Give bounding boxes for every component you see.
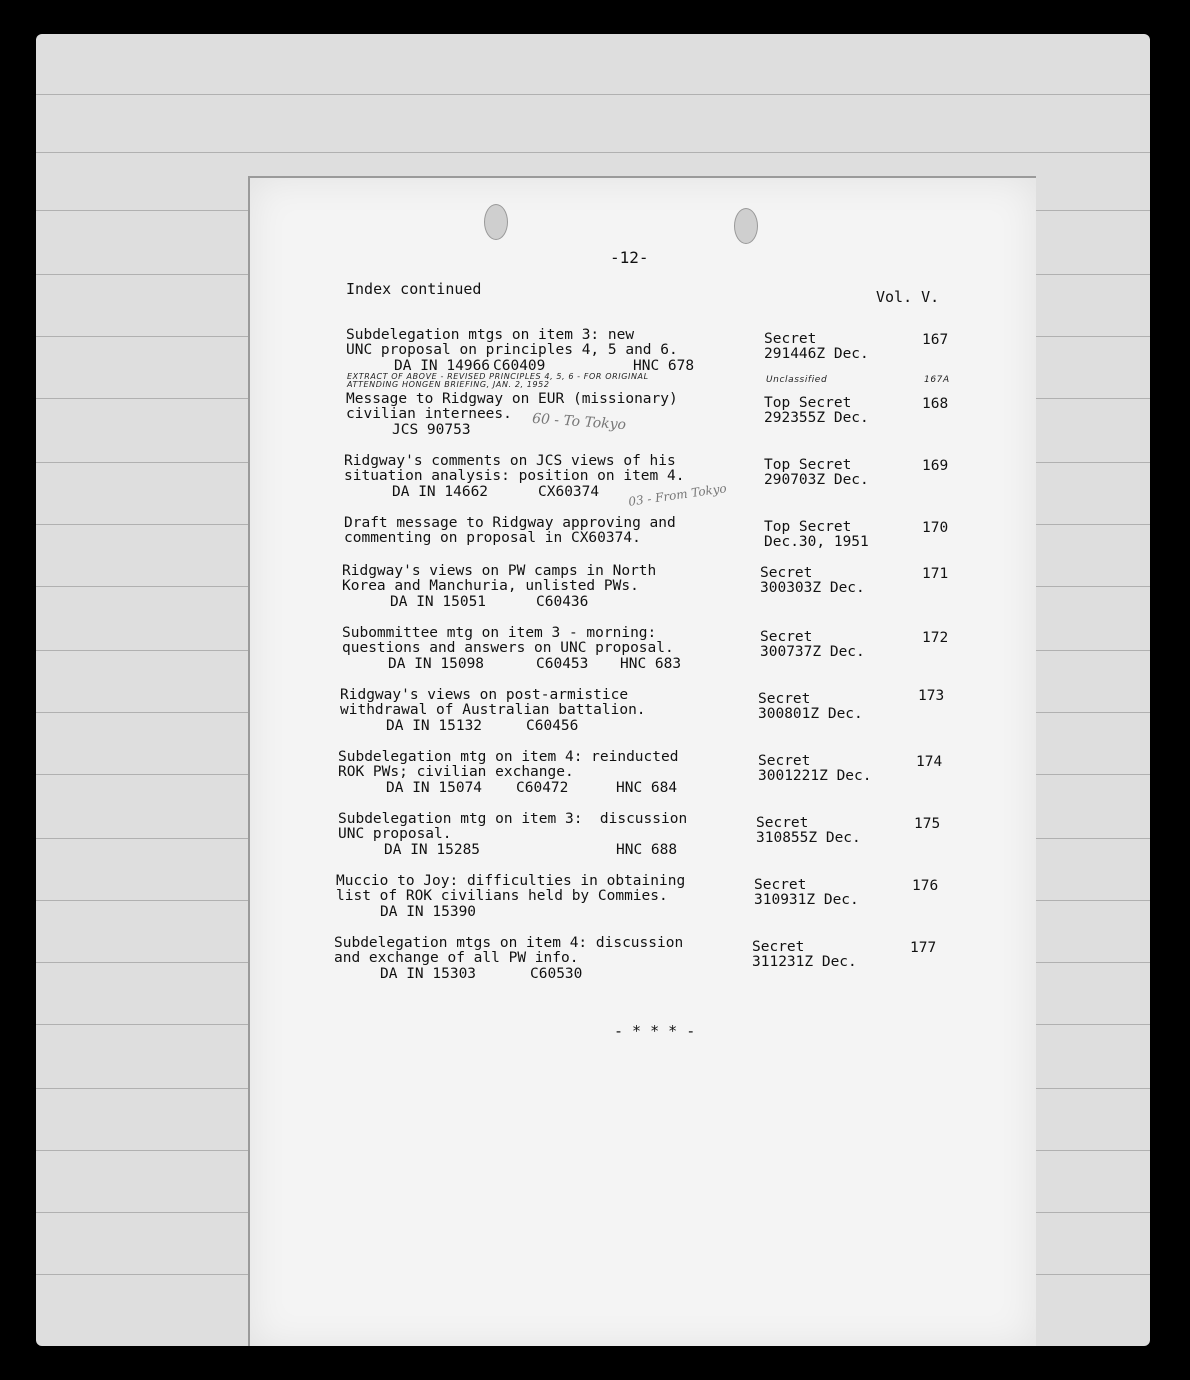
entry-line-1: Subommittee mtg on item 3 - morning: (342, 625, 657, 641)
classification: Secret (760, 565, 813, 581)
item-number: 172 (922, 630, 949, 646)
entry-line-1: Ridgway's comments on JCS views of his (344, 453, 676, 469)
entry-ref: DA IN 15303 (380, 966, 477, 982)
entry-line-2: and exchange of all PW info. (334, 950, 579, 966)
entry-ref: DA IN 14966 (394, 358, 491, 374)
punch-hole-right (734, 208, 758, 244)
entry-ref: DA IN 14662 (392, 484, 489, 500)
entry-line-1: Subdelegation mtgs on item 3: new (346, 327, 635, 343)
entry-ref: C60530 (530, 966, 583, 982)
entry-line-1: Subdelegation mtg on item 4: reinducted (338, 749, 679, 765)
item-number: 173 (918, 688, 945, 704)
item-number: 169 (922, 458, 949, 474)
index-entry (250, 874, 1036, 934)
classification: Secret (754, 877, 807, 893)
date-time-group: 3001221Z Dec. (758, 768, 872, 784)
classification: Secret (758, 753, 811, 769)
punch-hole-left (484, 204, 508, 240)
entry-ref: HNC 678 (633, 358, 695, 374)
item-number: 175 (914, 816, 941, 832)
entry-ref: JCS 90753 (392, 422, 471, 438)
date-time-group: 310855Z Dec. (756, 830, 861, 846)
index-entry (250, 750, 1036, 810)
classification: Secret (764, 331, 817, 347)
date-time-group: 300737Z Dec. (760, 644, 865, 660)
annotation-line-2: ATTENDING HONGEN BRIEFING, JAN. 2, 1952 (347, 380, 550, 389)
entry-ref: C60472 (516, 780, 569, 796)
entry-line-2: UNC proposal. (338, 826, 452, 842)
item-number: 167 (922, 332, 949, 348)
entry-ref: HNC 688 (616, 842, 678, 858)
date-time-group: 300303Z Dec. (760, 580, 865, 596)
end-mark: - * * * - (614, 1022, 696, 1040)
date-time-group: 292355Z Dec. (764, 410, 869, 426)
item-number: 174 (916, 754, 943, 770)
entry-line-1: Ridgway's views on post-armistice (340, 687, 629, 703)
handwritten-note: 03 - From Tokyo (627, 481, 728, 509)
item-number: 168 (922, 396, 949, 412)
entry-ref: C60453 (536, 656, 589, 672)
entry-line-1: Subdelegation mtgs on item 4: discussion (334, 935, 684, 951)
date-time-group: 300801Z Dec. (758, 706, 863, 722)
entry-line-2: UNC proposal on principles 4, 5 and 6. (346, 342, 678, 358)
document-page (248, 176, 1036, 1346)
date-time-group: 290703Z Dec. (764, 472, 869, 488)
page-number: -12- (610, 248, 649, 267)
classification: Secret (758, 691, 811, 707)
entry-line-2: questions and answers on UNC proposal. (342, 640, 674, 656)
entry-ref: HNC 683 (620, 656, 682, 672)
classification: Top Secret (764, 519, 852, 535)
classification: Secret (760, 629, 813, 645)
date-time-group: 310931Z Dec. (754, 892, 859, 908)
classification: Top Secret (764, 457, 852, 473)
entry-ref: C60456 (526, 718, 579, 734)
date-time-group: Dec.30, 1951 (764, 534, 869, 550)
entry-line-2: Korea and Manchuria, unlisted PWs. (342, 578, 639, 594)
entry-ref: CX60374 (538, 484, 600, 500)
entry-line-2: commenting on proposal in CX60374. (344, 530, 641, 546)
index-entry (250, 936, 1036, 996)
classification: Secret (752, 939, 805, 955)
entry-line-2: list of ROK civilians held by Commies. (336, 888, 668, 904)
entry-ref: DA IN 15074 (386, 780, 483, 796)
entry-line-2: ROK PWs; civilian exchange. (338, 764, 574, 780)
index-entry (250, 564, 1036, 624)
index-heading: Index continued (346, 280, 482, 298)
item-number: 170 (922, 520, 949, 536)
entry-ref: C60436 (536, 594, 589, 610)
entry-ref: DA IN 15051 (390, 594, 487, 610)
classification: Unclassified (766, 375, 828, 385)
entry-line-1: Ridgway's views on PW camps in North (342, 563, 657, 579)
entry-line-2: civilian internees. (346, 406, 512, 422)
index-entry (250, 392, 1036, 452)
entry-line-1: Subdelegation mtg on item 3: discussion (338, 811, 688, 827)
index-entry (250, 372, 1036, 392)
index-entry (250, 626, 1036, 686)
entry-line-1: Muccio to Joy: difficulties in obtaining (336, 873, 686, 889)
item-number: 176 (912, 878, 939, 894)
volume-label: Vol. V. (876, 288, 940, 306)
index-entry (250, 812, 1036, 872)
handwritten-note: 60 - To Tokyo (531, 410, 627, 434)
entry-ref: DA IN 15098 (388, 656, 485, 672)
entry-line-2: situation analysis: position on item 4. (344, 468, 685, 484)
entry-ref: DA IN 15285 (384, 842, 481, 858)
microfilm-frame (36, 34, 1150, 1346)
item-number: 177 (910, 940, 937, 956)
item-number: 167A (924, 375, 950, 385)
entry-ref: C60409 (493, 358, 546, 374)
entry-ref: HNC 684 (616, 780, 678, 796)
entry-line-2: withdrawal of Australian battalion. (340, 702, 646, 718)
entry-ref: DA IN 15132 (386, 718, 483, 734)
classification: Secret (756, 815, 809, 831)
index-entry (250, 454, 1036, 514)
entry-line-1: Message to Ridgway on EUR (missionary) (346, 391, 678, 407)
date-time-group: 311231Z Dec. (752, 954, 857, 970)
item-number: 171 (922, 566, 949, 582)
date-time-group: 291446Z Dec. (764, 346, 869, 362)
entry-ref: DA IN 15390 (380, 904, 477, 920)
index-entry (250, 688, 1036, 748)
classification: Top Secret (764, 395, 852, 411)
entry-line-1: Draft message to Ridgway approving and (344, 515, 676, 531)
annotation-line-1: EXTRACT OF ABOVE - REVISED PRINCIPLES 4, 5, 6 - FOR ORIGINAL (347, 372, 649, 381)
